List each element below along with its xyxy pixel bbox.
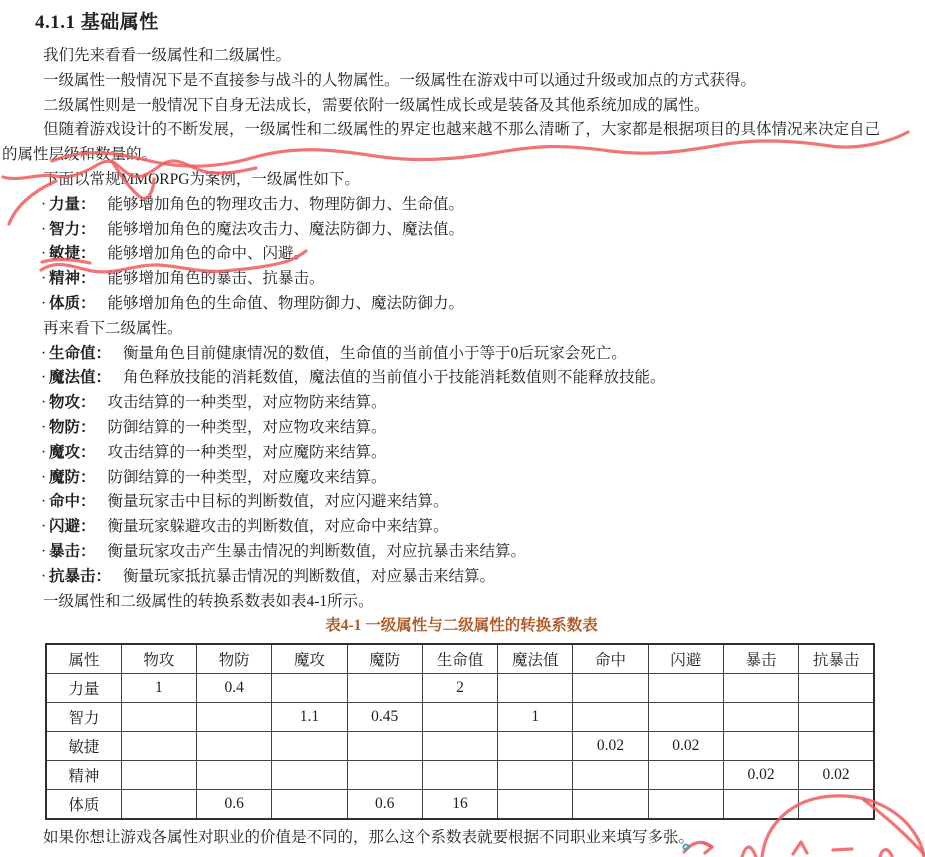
- bullet-dot: ·: [41, 542, 47, 560]
- secondary-attribute-item: [2, 366, 921, 391]
- cell: [648, 703, 723, 732]
- paragraph: 二级属性则是一般情况下自身无法成长，需要依附一级属性成长或是装备及其他系统加成的属性。: [43, 96, 710, 114]
- bullet-dot: ·: [41, 245, 47, 263]
- term-separator: ：: [80, 270, 96, 288]
- cell: [573, 761, 648, 790]
- attribute-term: 体质: [49, 294, 81, 312]
- col-header: 物攻: [121, 644, 196, 674]
- cell: [799, 732, 874, 761]
- bullet-dot: ·: [41, 443, 47, 461]
- attribute-term: 敏捷: [49, 245, 81, 263]
- term-separator: ：: [80, 394, 96, 412]
- term-separator: ：: [80, 468, 96, 486]
- secondary-attribute-item: [2, 490, 921, 515]
- cell: [573, 674, 648, 703]
- attribute-term: 物防: [49, 418, 81, 436]
- bullet-dot: ·: [41, 418, 47, 436]
- table-row: [46, 732, 874, 761]
- col-header: 生命值: [422, 644, 497, 674]
- col-header: 暴击: [723, 644, 798, 674]
- attribute-term: 命中: [49, 493, 81, 511]
- document-page: [0, 11, 925, 857]
- bullet-dot: ·: [41, 220, 47, 238]
- table-header: [46, 644, 874, 674]
- attribute-desc: 攻击结算的一种类型，对应魔防来结算。: [107, 443, 387, 461]
- paragraph: 一级属性一般情况下是不直接参与战斗的人物属性。一级属性在游戏中可以通过升级或加点的方式获得。: [43, 71, 757, 89]
- cell: 0.02: [573, 732, 648, 761]
- cell: [648, 761, 723, 790]
- secondary-attribute-item: [2, 391, 921, 416]
- cell: [422, 761, 497, 790]
- secondary-attribute-item: [2, 441, 921, 466]
- row-label: 体质: [46, 790, 121, 820]
- term-separator: ：: [80, 542, 96, 560]
- row-label: 力量: [46, 674, 121, 703]
- row-label: 敏捷: [46, 732, 121, 761]
- row-label: 智力: [46, 703, 121, 732]
- col-header: 物防: [197, 644, 272, 674]
- attribute-term: 抗暴击: [49, 567, 96, 585]
- cell: [197, 732, 272, 761]
- attribute-term: 生命值: [49, 344, 96, 362]
- attribute-desc: 衡量角色目前健康情况的数值，生命值的当前值小于等于0后玩家会死亡。: [123, 344, 627, 362]
- cell: 0.02: [648, 732, 723, 761]
- paragraph: 我们先来看看一级属性和二级属性。: [43, 47, 292, 64]
- cell: [799, 674, 874, 703]
- attribute-desc: 防御结算的一种类型，对应魔攻来结算。: [107, 468, 387, 486]
- cell: [347, 674, 422, 703]
- table-row: [46, 674, 874, 703]
- term-separator: ：: [95, 344, 112, 362]
- cell: 2: [422, 674, 497, 703]
- attribute-desc: 防御结算的一种类型，对应物攻来结算。: [107, 418, 387, 436]
- paragraph: 再来看下二级属性。: [43, 319, 183, 337]
- attribute-term: 力量: [49, 195, 81, 213]
- bullet-dot: ·: [41, 369, 47, 387]
- paragraph: 下面以常规MMORPG为案例，一级属性如下。: [43, 170, 360, 188]
- bullet-dot: ·: [41, 518, 47, 536]
- cell: [498, 790, 573, 820]
- cell: [648, 674, 723, 703]
- attribute-term: 魔法值: [49, 369, 96, 387]
- table-row: [46, 790, 874, 820]
- table-header-row: [46, 644, 874, 674]
- table-intro: 一级属性和二级属性的转换系数表如表4-1所示。: [43, 592, 374, 610]
- primary-attribute-item: [2, 218, 921, 243]
- cell: [799, 703, 874, 732]
- cell: [121, 761, 196, 790]
- row-label: 精神: [46, 761, 121, 790]
- primary-attribute-item: [2, 267, 921, 292]
- cell: [573, 703, 648, 732]
- cell: [121, 790, 196, 820]
- secondary-attribute-item: [2, 515, 921, 540]
- term-separator: ：: [80, 195, 96, 213]
- attribute-desc: 能够增加角色的魔法攻击力、魔法防御力、魔法值。: [107, 220, 465, 238]
- attribute-term: 闪避: [49, 518, 81, 536]
- col-header: 属性: [46, 644, 121, 674]
- bullet-dot: ·: [41, 468, 47, 486]
- cell: 0.4: [197, 674, 272, 703]
- secondary-attribute-item: [2, 540, 921, 565]
- cell: 0.45: [347, 703, 422, 732]
- bullet-dot: ·: [41, 294, 47, 312]
- bullet-dot: ·: [41, 567, 47, 585]
- col-header: 魔法值: [498, 644, 573, 674]
- cell: [723, 674, 798, 703]
- cell: [723, 703, 798, 732]
- attribute-term: 精神: [49, 270, 81, 288]
- primary-attribute-item-annotated: [2, 242, 921, 267]
- cell: 1.1: [272, 703, 347, 732]
- col-header: 魔防: [347, 644, 422, 674]
- term-separator: ：: [95, 567, 112, 585]
- table-row: [46, 703, 874, 732]
- secondary-attribute-item: [2, 565, 921, 590]
- attribute-desc: 衡量玩家抵抗暴击情况的判断数值，对应暴击来结算。: [123, 567, 496, 585]
- cell: [272, 790, 347, 820]
- cell: 0.6: [197, 790, 272, 820]
- bullet-dot: ·: [41, 270, 47, 288]
- document-body: [0, 44, 925, 851]
- term-separator: ：: [80, 418, 96, 436]
- attribute-desc: 攻击结算的一种类型，对应物防来结算。: [107, 394, 387, 412]
- primary-attribute-item: [2, 292, 921, 317]
- term-separator: ：: [95, 369, 112, 387]
- cell: [347, 761, 422, 790]
- attribute-term: 物攻: [49, 394, 81, 412]
- attribute-term: 智力: [49, 220, 81, 238]
- cell: 0.02: [799, 761, 874, 790]
- attribute-desc: 能够增加角色的物理攻击力、物理防御力、生命值。: [107, 195, 465, 213]
- cell: 16: [422, 790, 497, 820]
- cell: [648, 790, 723, 820]
- attribute-desc: 衡量玩家躲避攻击的判断数值，对应命中来结算。: [107, 518, 449, 536]
- attribute-term: 暴击: [49, 542, 81, 560]
- col-header: 闪避: [648, 644, 723, 674]
- closing-paragraph: 如果你想让游戏各属性对职业的价值是不同的，那么这个系数表就要根据不同职业来填写多张。: [43, 829, 695, 847]
- secondary-attribute-item: [2, 466, 921, 491]
- cell: 0.6: [347, 790, 422, 820]
- cell: [121, 703, 196, 732]
- secondary-attribute-item: [2, 416, 921, 441]
- cell: [498, 732, 573, 761]
- cell: [723, 732, 798, 761]
- bullet-dot: ·: [41, 195, 47, 213]
- bullet-dot: ·: [41, 344, 47, 362]
- term-separator: ：: [80, 443, 96, 461]
- cell: [347, 732, 422, 761]
- attribute-desc: 衡量玩家攻击产生暴击情况的判断数值，对应抗暴击来结算。: [107, 542, 527, 560]
- term-separator: ：: [80, 493, 96, 511]
- col-header: 抗暴击: [799, 644, 874, 674]
- cell: [272, 732, 347, 761]
- term-separator: ：: [80, 220, 96, 238]
- attribute-desc: 能够增加角色的生命值、物理防御力、魔法防御力。: [107, 294, 465, 312]
- cell: [422, 732, 497, 761]
- cell: [272, 761, 347, 790]
- attribute-desc: 能够增加角色的暴击、抗暴击。: [107, 270, 325, 288]
- cell: [723, 790, 798, 820]
- table-caption: 表4-1 一级属性与二级属性的转换系数表: [325, 617, 598, 635]
- cell: [498, 674, 573, 703]
- cell: [121, 732, 196, 761]
- cell: 0.02: [723, 761, 798, 790]
- cell: [197, 703, 272, 732]
- term-separator: ：: [80, 294, 96, 312]
- cell: [799, 790, 874, 820]
- cell: 1: [121, 674, 196, 703]
- cell: 1: [498, 703, 573, 732]
- term-separator: ：: [80, 518, 96, 536]
- secondary-attribute-item: [2, 342, 921, 367]
- attribute-desc: 能够增加角色的命中、闪避。: [107, 245, 310, 263]
- paragraph-annotated: 但随着游戏设计的不断发展，一级属性和二级属性的界定也越来越不那么清晰了，大家都是根据项目的具体情况来决定自己的属性层级和数量的。: [2, 121, 881, 164]
- section-heading: 4.1.1 基础属性: [35, 12, 159, 33]
- term-separator: ：: [80, 245, 96, 263]
- col-header: 命中: [573, 644, 648, 674]
- attribute-term: 魔攻: [49, 443, 81, 461]
- bullet-dot: ·: [41, 394, 47, 412]
- table-row: [46, 761, 874, 790]
- attribute-desc: 角色释放技能的消耗数值，魔法值的当前值小于技能消耗数值则不能释放技能。: [123, 369, 666, 387]
- primary-attribute-item: [2, 193, 921, 218]
- col-header: 魔攻: [272, 644, 347, 674]
- cell: [197, 761, 272, 790]
- conversion-coefficient-table: [45, 643, 875, 820]
- bullet-dot: ·: [41, 493, 47, 511]
- cell: [573, 790, 648, 820]
- attribute-desc: 衡量玩家击中目标的判断数值，对应闪避来结算。: [107, 493, 449, 511]
- cell: [422, 703, 497, 732]
- cell: [272, 674, 347, 703]
- attribute-term: 魔防: [49, 468, 81, 486]
- cell: [498, 761, 573, 790]
